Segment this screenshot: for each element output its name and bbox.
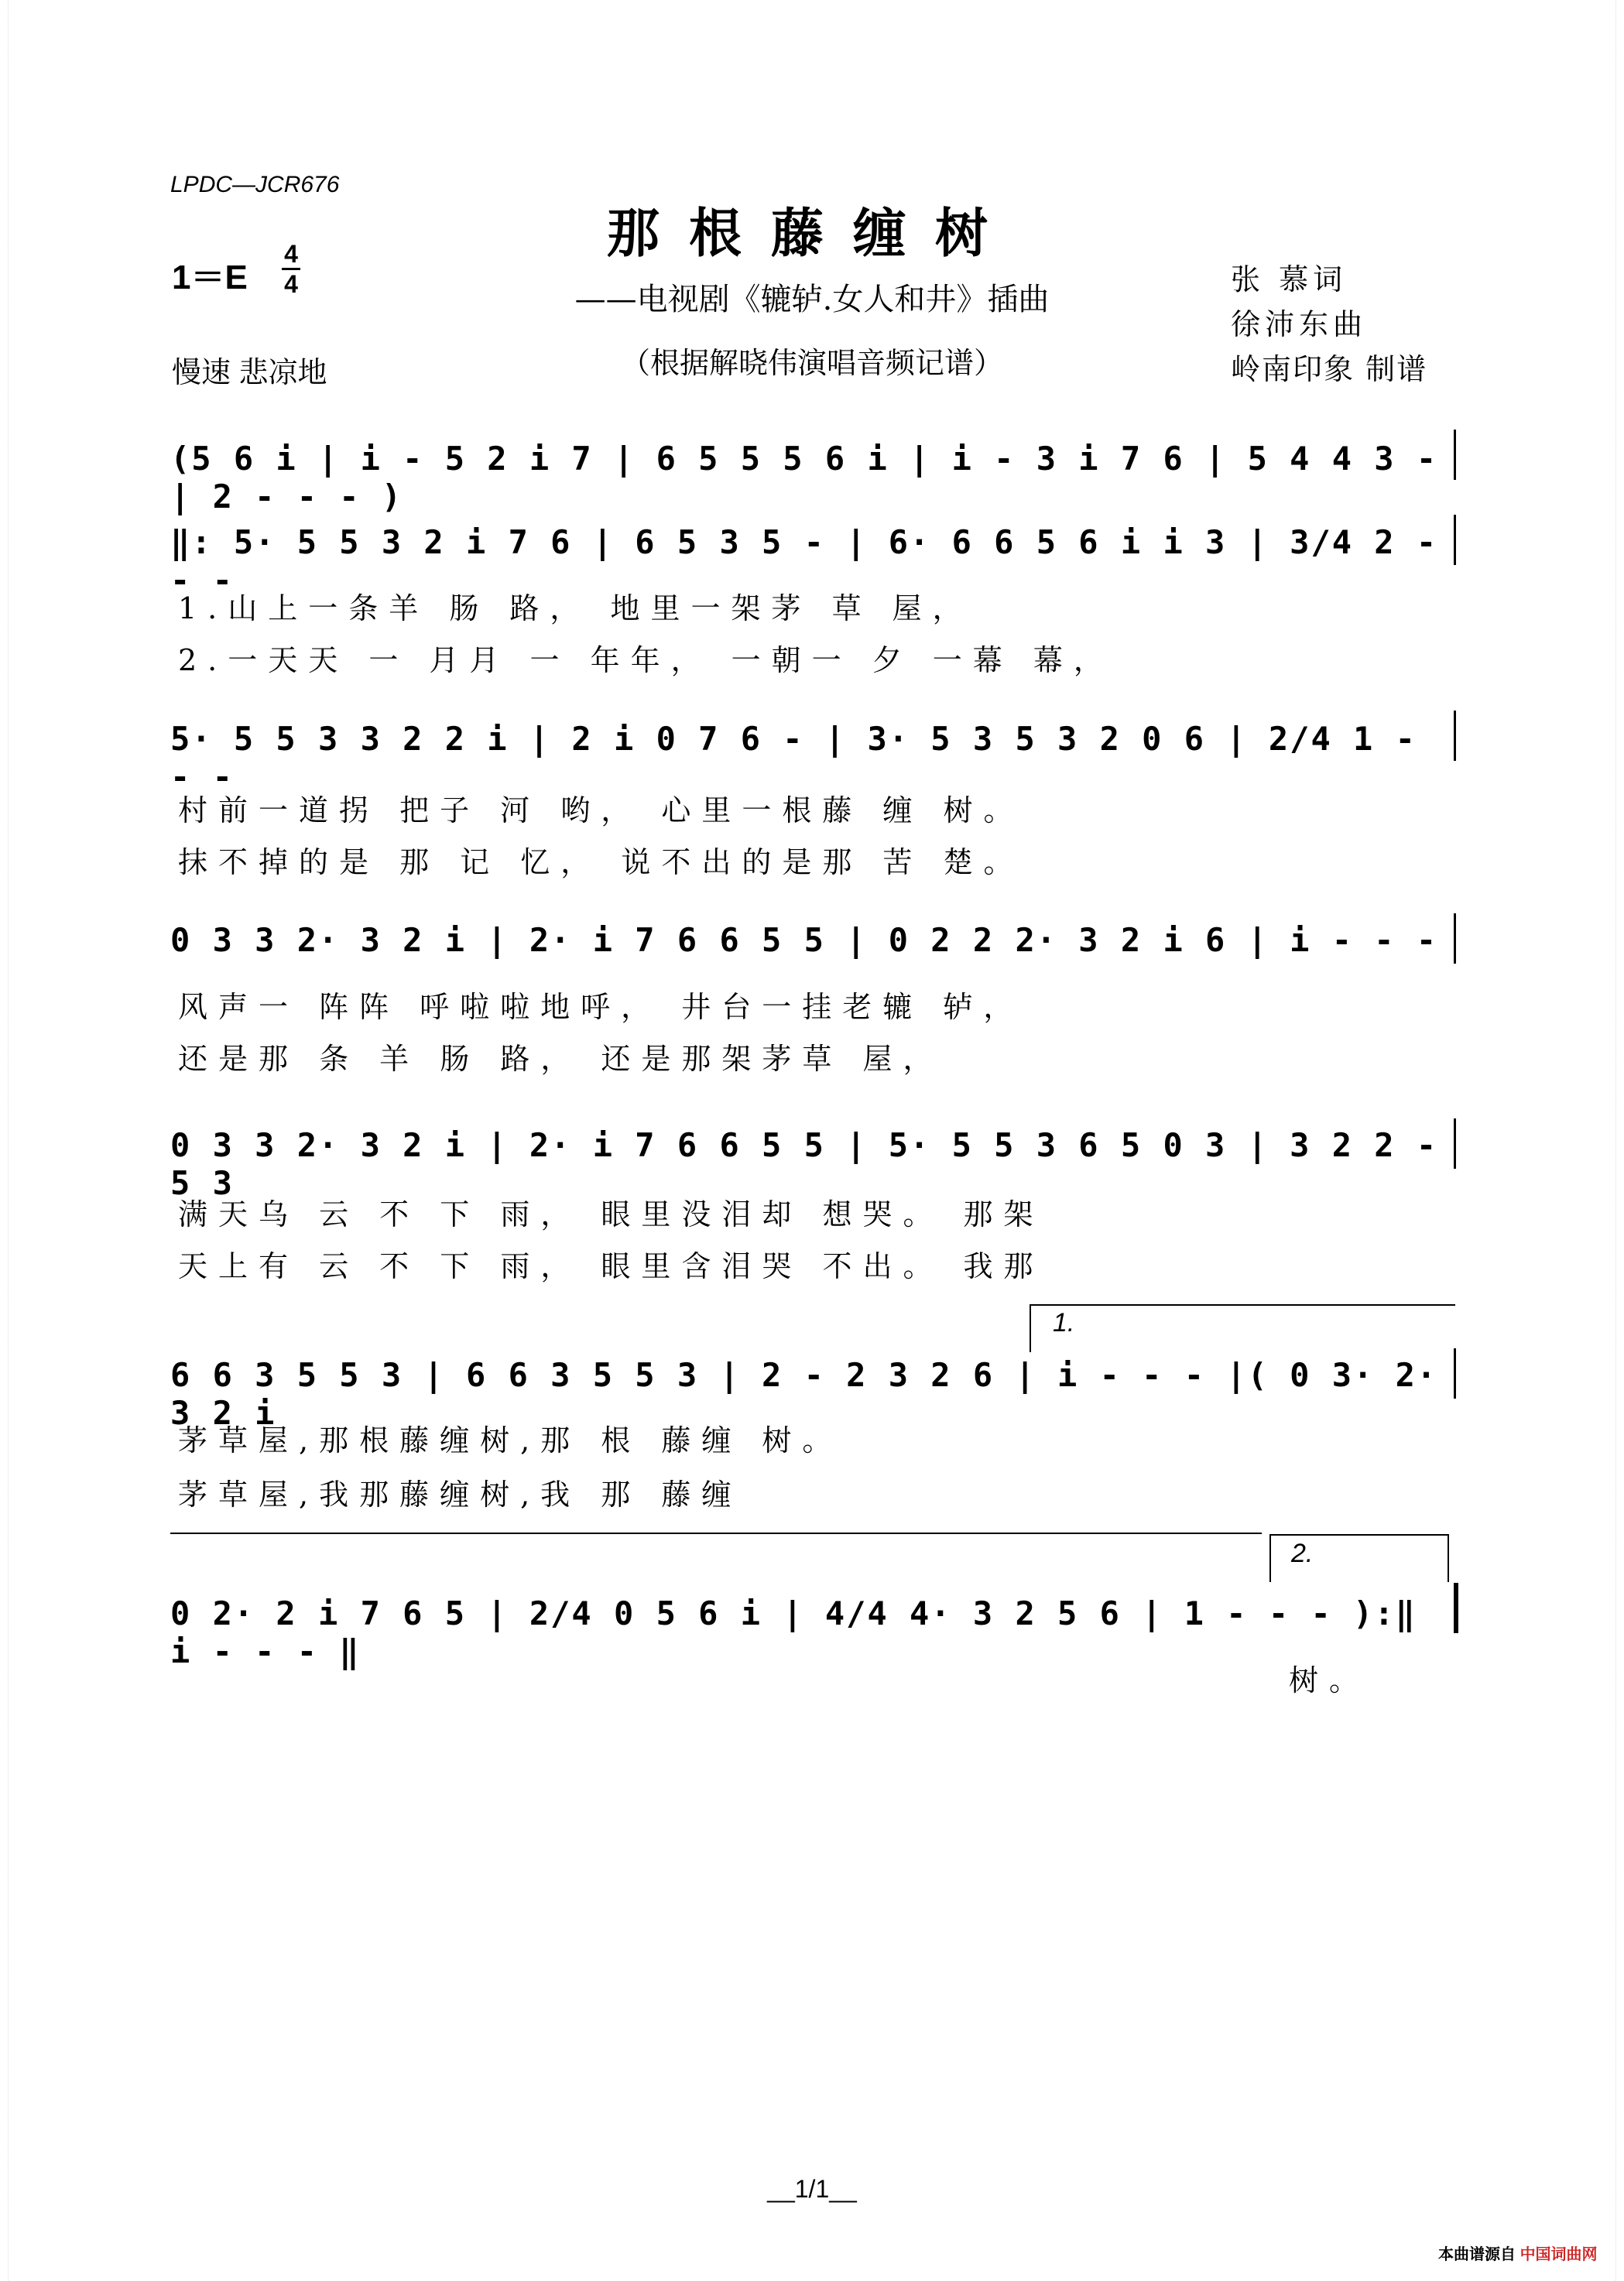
volta-bracket-1 <box>1030 1304 1455 1352</box>
volta-label-1: 1. <box>1053 1308 1075 1337</box>
barline <box>1454 515 1456 565</box>
volta-1-extension-line <box>170 1533 1262 1534</box>
barline <box>1454 1118 1456 1169</box>
score-line-4: 0 3 3 2· 3 2 i | 2· i 7 6 6 5 5 | 5· 5 5 3 6 5 0 3 | 3 2 2 - 5 3 <box>170 1126 1438 1202</box>
score-line-3: 0 3 3 2· 3 2 i | 2· i 7 6 6 5 5 | 0 2 2 2· 3 2 i 6 | i - - - <box>170 921 1438 959</box>
score-line-intro: (5 6 i | i - 5 2 i 7 | 6 5 5 5 6 i | i - 3 i 7 6 | 5 4 4 3 - | 2 - - - ) <box>170 440 1438 515</box>
lyric-line: 1.山上一条羊 肠 路， 地里一架茅 草 屋， <box>178 591 973 625</box>
lyric-line: 天上有 云 不 下 雨， 眼里含泪哭 不出。 我那 <box>178 1249 1044 1283</box>
lyric-line: 还是那 条 羊 肠 路， 还是那架茅草 屋， <box>178 1042 944 1076</box>
lyric-line: 抹不掉的是 那 记 忆， 说不出的是那 苦 楚。 <box>178 845 1024 879</box>
lyric-line: 茅草屋,我那藤缠树,我 那 藤缠 <box>178 1478 742 1512</box>
composer-credit: 徐沛东曲 <box>1231 307 1368 341</box>
time-signature <box>282 241 300 296</box>
barline <box>1454 1348 1456 1399</box>
tempo-marking: 慢速 悲凉地 <box>172 357 327 389</box>
barline <box>1454 913 1456 964</box>
lyric-line: 茅草屋,那根藤缠树,那 根 藤缠 树。 <box>178 1423 843 1457</box>
lyric-line: 村前一道拐 把子 河 哟， 心里一根藤 缠 树。 <box>178 793 1024 827</box>
source-brand: 中国词曲网 <box>1520 2246 1598 2263</box>
page-number: __1/1__ <box>767 2175 857 2203</box>
lyric-line-ending: 树。 <box>1289 1663 1370 1697</box>
source-credit <box>1438 2242 1598 2264</box>
arranger-credit: 岭南印象 制谱 <box>1231 352 1428 386</box>
score-code: LPDC—JCR676 <box>170 172 340 197</box>
time-signature-bottom: 4 <box>284 270 298 298</box>
song-title: 那根藤缠树 <box>606 203 1017 265</box>
score-line-2: 5· 5 5 3 3 2 2 i | 2 i 0 7 6 - | 3· 5 3 5 3 2 0 6 | 2/4 1 - - - <box>170 720 1417 796</box>
barline <box>1454 430 1456 480</box>
song-subtitle: ——电视剧《辘轳.女人和井》插曲 <box>574 282 1050 317</box>
score-line-1: ‖: 5· 5 5 3 2 i 7 6 | 6 5 3 5 - | 6· 6 6 5 6 i i 3 | 3/4 2 - - - <box>170 523 1438 599</box>
source-prefix: 本曲谱源自 <box>1438 2246 1516 2263</box>
transcription-note: （根据解晓伟演唱音频记谱） <box>620 346 1003 380</box>
lyricist-credit: 张 慕词 <box>1231 262 1348 296</box>
lyric-line: 满天乌 云 不 下 雨， 眼里没泪却 想哭。 那架 <box>178 1197 1044 1231</box>
lyric-line: 2.一天天 一 月月 一 年年， 一朝一 夕 一幕 幕， <box>178 643 1114 677</box>
score-line-5: 6 6 3 5 5 3 | 6 6 3 5 5 3 | 2 - 2 3 2 6 | i - - - |( 0 3· 2· 3 2 i <box>170 1356 1438 1432</box>
key-signature: 1＝E <box>172 259 248 296</box>
barline <box>1454 711 1456 761</box>
score-line-6: 0 2· 2 i 7 6 5 | 2/4 0 5 6 i | 4/4 4· 3 2 5 6 | 1 - - - ):‖ i - - - ‖ <box>170 1594 1417 1670</box>
lyric-line: 风声一 阵阵 呼啦啦地呼， 井台一挂老辘 轳， <box>178 990 1024 1024</box>
time-signature-top: 4 <box>284 240 298 268</box>
volta-label-2: 2. <box>1291 1539 1314 1568</box>
final-barline <box>1454 1583 1458 1633</box>
